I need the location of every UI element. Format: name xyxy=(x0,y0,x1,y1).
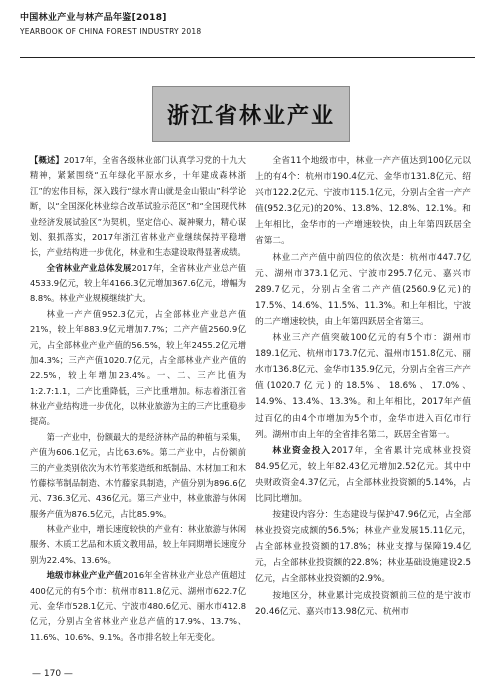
paragraph-text: 林业一产产值952.3亿元，占全部林业产业总产值21%，较上年883.9亿元增加7.7%；二产产值2560.9亿元，占全部林业产业产值的56.5%，较上年2455.2亿元增加4.3%；三产产值1020.7亿元，占全部林业产业产值的22.5%，较上年增加23.4%。一、二、三产比值为1:2.7:1.1，二产比重降低，三产比重增加。标志着浙江省林业产业结构进一步优化，以林业旅游为主的三产比重稳步提高。 xyxy=(30,308,246,427)
page-number: — 170 — xyxy=(32,669,73,679)
paragraph-lead: 地级市林业产业产值 xyxy=(46,570,123,581)
paragraph xyxy=(30,153,246,261)
paragraph-lead: 林业资金投入 xyxy=(272,445,332,456)
paragraph-lead: 【概述】 xyxy=(30,155,64,165)
running-header xyxy=(20,10,475,36)
header-title-en: YEARBOOK OF CHINA FOREST INDUSTRY 2018 xyxy=(20,27,202,36)
paragraph-text: 2016年全省林业产业总产值超过400亿元的有5个市：杭州市811.8亿元、湖州市622.7亿元、金华市528.1亿元、宁波市480.6亿元、丽水市412.8亿元，分别占全省林业产业总产值的17.9%、13.7%、11.6%、10.6%、9.1%。各市排名较上年无变化。 xyxy=(30,570,246,642)
paragraph xyxy=(255,507,471,587)
article-title: 浙江省林业产业 xyxy=(166,103,335,129)
header-rule xyxy=(20,57,475,58)
paragraph-text: 2017年，全省各级林业部门认真学习党的十九大精神，紧紧围绕“五年绿化平原水乡，十年建成森林浙江”的宏伟目标，深入践行“绿水青山就是金山银山”科学论断，以“全国深化林业综合改革试验示范区”和“全国现代林业经济发展试验区”为契机，坚定信心、凝神聚力，精心谋划、狠抓落实，2017年浙江省林业产业继续保持平稳增长，产业结构进一步优化，林业和生态建设取得显著成绩。 xyxy=(30,155,246,258)
header-title-cn: 中国林业产业与林产品年鉴[2018] xyxy=(20,13,167,23)
paragraph xyxy=(255,330,471,443)
right-column xyxy=(255,153,471,620)
paragraph-text: 按地区分，林业累计完成投资额前三位的是宁波市20.46亿元、嘉兴市13.98亿元、杭州市 xyxy=(255,590,471,617)
paragraph-text: 2017年，全省累计完成林业投资84.95亿元，较上年82.43亿元增加2.52亿元。其中中央财政资金4.37亿元，占全部林业投资额的5.14%，占比同比增加。 xyxy=(255,445,472,504)
paragraph-lead: 全省林业产业总体发展 xyxy=(46,262,132,273)
paragraph-text: 2017年，全省林业产业总产值4533.9亿元，较上年4166.3亿元增加367.6亿元，增幅为8.8%。林业产业规模继续扩大。 xyxy=(30,262,246,304)
paragraph-text: 第一产业中，份额最大的是经济林产品的种植与采集，产值为606.1亿元，占比63.6%。第二产业中，占份额前三的产业类别依次为木竹苇浆造纸和纸制品、木材加工和木竹藤棕苇制品制造、木竹藤家具制造，产值分别为896.6亿元、736.3亿元、436亿元。第三产业中，林业旅游与休闲服务产值为876.5亿元，占比85.9%。 xyxy=(30,431,246,519)
paragraph-text: 林业产业中，增长速度较快的产业有：林业旅游与休闲服务、木质工艺品和木质文教用品，较上年同期增长速度分别为22.4%、13.6%。 xyxy=(30,524,246,565)
paragraph xyxy=(30,307,246,430)
paragraph xyxy=(255,588,471,620)
paragraph-text: 全省11个地级市中，林业一产产值达到100亿元以上的有4个：杭州市190.4亿元、金华市131.8亿元、绍兴市122.2亿元、宁波市115.1亿元，分别占全省一产产值(952.3亿元)的20%、13.8%、12.8%、12.1%。和上年相比，金华市的一产增速较快，由上年第四跃居全省第二。 xyxy=(255,156,471,247)
paragraph xyxy=(255,443,471,507)
article-title-box xyxy=(152,86,350,142)
paragraph xyxy=(30,568,246,645)
paragraph xyxy=(255,153,471,250)
paragraph xyxy=(255,250,471,330)
paragraph-text: 林业二产产值中前四位的依次是：杭州市447.7亿元、湖州市373.1亿元、宁波市295.7亿元、嘉兴市289.7亿元，分别占全省二产产值(2560.9亿元)的17.5%、14.6%、11.5%、11.3%。和上年相比，宁波的二产增速较快，由上年第四跃居全省第三。 xyxy=(255,252,471,327)
paragraph-text: 林业三产产值突破100亿元的有5个市：湖州市189.1亿元、杭州市173.7亿元、温州市151.8亿元、丽水市136.8亿元、金华市135.9亿元，分别占全省三产产值(1020.7亿元)的18.5%、18.6%、17.0%、14.9%、13.4%、13.3%。和上年相比，2017年产值过百亿的由4个市增加为5个市，金华市进入百亿市行列。湖州市由上年的全省排名第二，跃居全省第一。 xyxy=(255,333,471,440)
paragraph-text: 按建设内容分：生态建设与保护47.96亿元，占全部林业投资完成额的56.5%；林业产业发展15.11亿元，占全部林业投资额的17.8%；林业支撑与保障19.4亿元，占全部林业投资额的22.8%；林业基础设施建设2.5亿元，占全部林业投资额的2.9%。 xyxy=(255,510,472,585)
left-column xyxy=(30,153,246,645)
paragraph xyxy=(30,261,246,307)
paragraph xyxy=(30,430,246,522)
paragraph xyxy=(30,522,246,568)
